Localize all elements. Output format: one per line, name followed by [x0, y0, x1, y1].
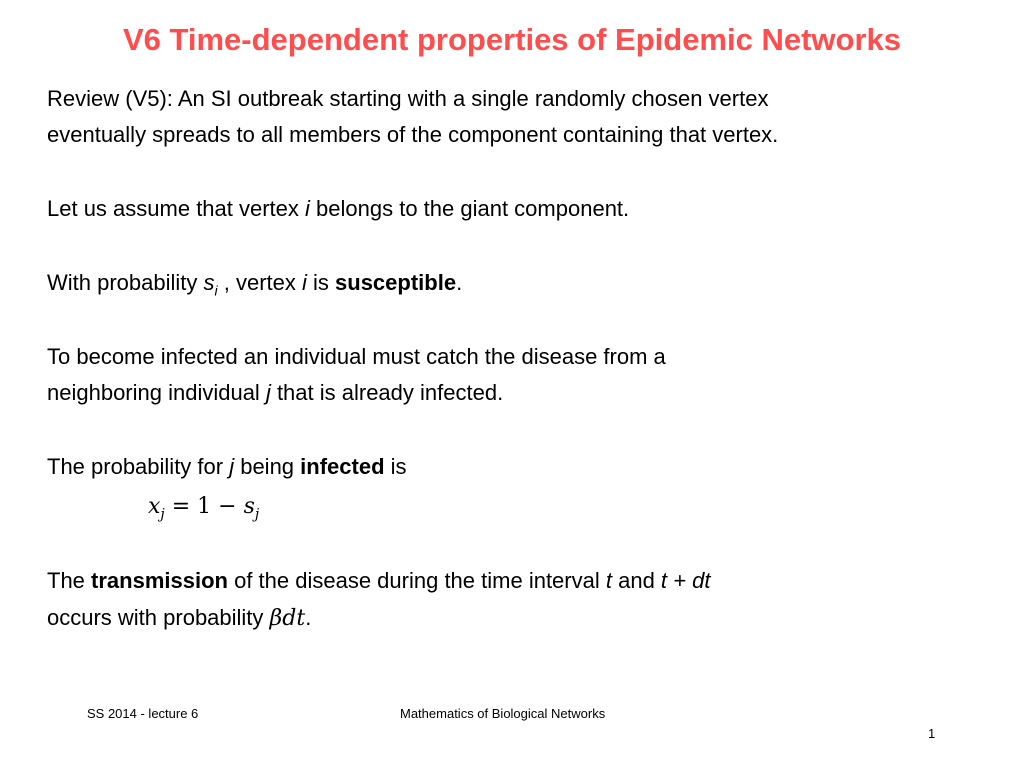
prob-mid: , vertex — [217, 270, 302, 295]
tr-beta: βdt — [269, 606, 306, 631]
assume-line — [47, 196, 629, 222]
prob-var: i — [302, 270, 307, 295]
prob-sub: i — [214, 282, 218, 299]
prob-pre: With probability — [47, 270, 204, 295]
formula-eq: = 1 − — [164, 494, 244, 519]
prob-end: . — [456, 270, 463, 295]
infected-prob-line — [47, 454, 407, 480]
tr-end: . — [305, 605, 312, 630]
transmission-line-2 — [47, 605, 311, 632]
review-line-2: eventually spreads to all members of the component containing that vertex. — [47, 122, 779, 147]
infect-line-2 — [47, 380, 503, 406]
review-line-1: Review (V5): An SI outbreak starting with a single randomly chosen vertex — [47, 86, 769, 111]
assume-var: i — [305, 196, 310, 221]
tr-mid: of the disease during the time interval — [227, 568, 606, 593]
tr-and: and — [611, 568, 661, 593]
tr-tdt: t + dt — [660, 568, 711, 593]
infection-formula — [148, 494, 259, 522]
assume-post: belongs to the giant component. — [309, 196, 630, 221]
prob-s: s — [203, 270, 215, 295]
prob-bold: susceptible — [335, 270, 457, 295]
infect-post: that is already infected. — [270, 380, 504, 405]
footer-course: Mathematics of Biological Networks — [400, 706, 606, 721]
formula-ssub: j — [254, 506, 260, 523]
transmission-line-1 — [47, 568, 710, 594]
page-number: 1 — [928, 726, 936, 741]
slide-title: V6 Time-dependent properties of Epidemic Networks — [122, 22, 902, 57]
tr-pre: The — [47, 568, 92, 593]
tr-bold: transmission — [91, 568, 228, 593]
ip-bold: infected — [300, 454, 385, 479]
ip-var: j — [229, 454, 235, 479]
infect-pre: neighboring individual — [47, 380, 266, 405]
ip-post: is — [384, 454, 407, 479]
infect-line-1: To become infected an individual must catch the disease from a — [47, 344, 666, 369]
formula-x: x — [148, 494, 161, 519]
formula-s: s — [243, 494, 255, 519]
infect-var: j — [265, 380, 271, 405]
assume-pre: Let us assume that vertex — [47, 196, 306, 221]
ip-mid: being — [234, 454, 301, 479]
susceptible-line — [47, 270, 462, 303]
formula-xsub: j — [160, 506, 165, 523]
ip-pre: The probability for — [47, 454, 230, 479]
tr-t: t — [605, 568, 612, 593]
prob-is: is — [306, 270, 336, 295]
footer-lecture: SS 2014 - lecture 6 — [87, 706, 199, 721]
tr-line2: occurs with probability — [47, 605, 270, 630]
